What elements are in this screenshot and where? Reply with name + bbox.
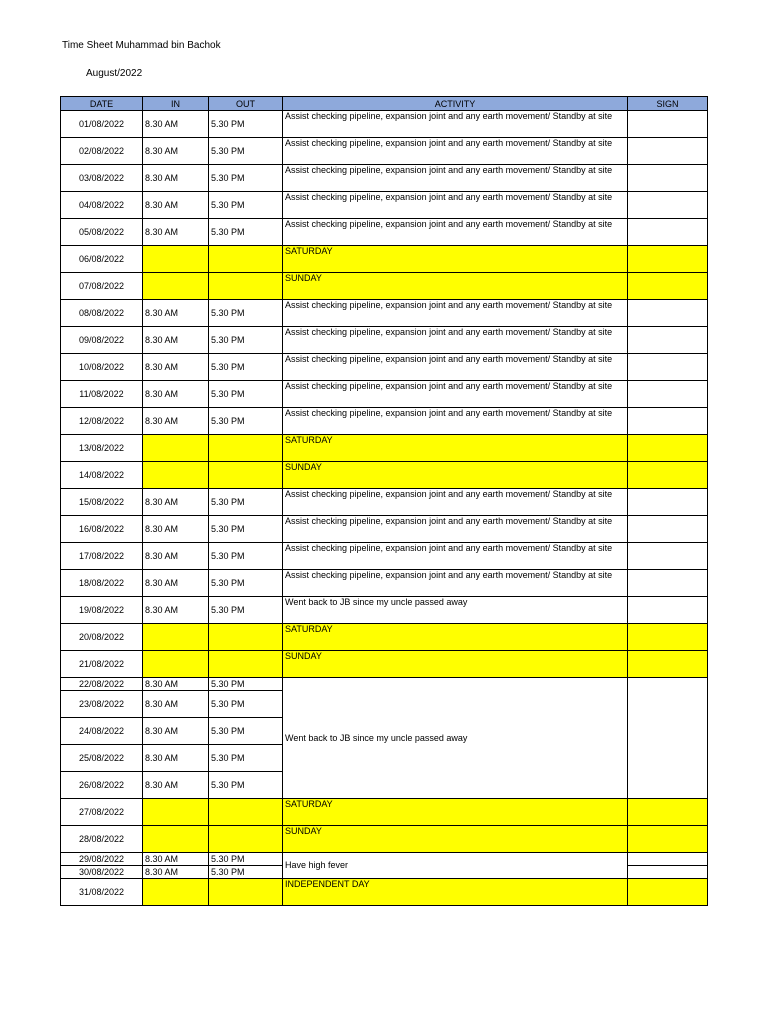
in-cell xyxy=(143,273,209,300)
header-row xyxy=(61,97,708,111)
table-row xyxy=(61,570,708,597)
in-cell: 8.30 AM xyxy=(143,597,209,624)
sign-cell xyxy=(628,489,708,516)
sign-cell xyxy=(628,300,708,327)
sign-cell xyxy=(628,435,708,462)
activity-cell: SUNDAY xyxy=(283,651,628,678)
date-cell: 31/08/2022 xyxy=(61,879,143,906)
sign-cell xyxy=(628,327,708,354)
date-cell: 17/08/2022 xyxy=(61,543,143,570)
in-cell xyxy=(143,624,209,651)
activity-cell: Assist checking pipeline, expansion joint and any earth movement/ Standby at site xyxy=(283,300,628,327)
date-cell: 19/08/2022 xyxy=(61,597,143,624)
out-cell: 5.30 PM xyxy=(209,570,283,597)
date-cell: 06/08/2022 xyxy=(61,246,143,273)
date-cell: 04/08/2022 xyxy=(61,192,143,219)
in-cell xyxy=(143,435,209,462)
out-cell xyxy=(209,826,283,853)
table-row xyxy=(61,111,708,138)
in-cell: 8.30 AM xyxy=(143,192,209,219)
out-cell xyxy=(209,879,283,906)
activity-cell: Assist checking pipeline, expansion joint and any earth movement/ Standby at site xyxy=(283,489,628,516)
in-cell: 8.30 AM xyxy=(143,489,209,516)
col-header-out: OUT xyxy=(209,97,283,111)
out-cell: 5.30 PM xyxy=(209,165,283,192)
in-cell: 8.30 AM xyxy=(143,718,209,745)
out-cell: 5.30 PM xyxy=(209,745,283,772)
table-row xyxy=(61,165,708,192)
out-cell xyxy=(209,624,283,651)
sign-cell xyxy=(628,138,708,165)
in-cell: 8.30 AM xyxy=(143,772,209,799)
date-cell: 22/08/2022 xyxy=(61,678,143,691)
sign-cell xyxy=(628,354,708,381)
activity-cell: Assist checking pipeline, expansion joint and any earth movement/ Standby at site xyxy=(283,111,628,138)
date-cell: 02/08/2022 xyxy=(61,138,143,165)
sign-cell xyxy=(628,570,708,597)
col-header-sign: SIGN xyxy=(628,97,708,111)
activity-cell: Assist checking pipeline, expansion joint and any earth movement/ Standby at site xyxy=(283,138,628,165)
date-cell: 09/08/2022 xyxy=(61,327,143,354)
activity-cell: Assist checking pipeline, expansion joint and any earth movement/ Standby at site xyxy=(283,381,628,408)
table-row xyxy=(61,408,708,435)
in-cell: 8.30 AM xyxy=(143,543,209,570)
table-row xyxy=(61,678,708,691)
out-cell: 5.30 PM xyxy=(209,381,283,408)
date-cell: 24/08/2022 xyxy=(61,718,143,745)
activity-cell-merged: Went back to JB since my uncle passed away xyxy=(283,678,628,799)
in-cell: 8.30 AM xyxy=(143,300,209,327)
activity-cell: Assist checking pipeline, expansion joint and any earth movement/ Standby at site xyxy=(283,354,628,381)
table-row xyxy=(61,138,708,165)
in-cell xyxy=(143,826,209,853)
date-cell: 10/08/2022 xyxy=(61,354,143,381)
activity-cell: SUNDAY xyxy=(283,462,628,489)
date-cell: 26/08/2022 xyxy=(61,772,143,799)
sign-cell xyxy=(628,516,708,543)
timesheet-table xyxy=(60,96,708,906)
activity-cell: SATURDAY xyxy=(283,799,628,826)
table-row xyxy=(61,246,708,273)
out-cell: 5.30 PM xyxy=(209,597,283,624)
date-cell: 05/08/2022 xyxy=(61,219,143,246)
activity-cell: SUNDAY xyxy=(283,826,628,853)
out-cell: 5.30 PM xyxy=(209,354,283,381)
table-row xyxy=(61,543,708,570)
sign-cell xyxy=(628,624,708,651)
date-cell: 12/08/2022 xyxy=(61,408,143,435)
table-row xyxy=(61,273,708,300)
out-cell xyxy=(209,273,283,300)
sign-cell xyxy=(628,192,708,219)
date-cell: 20/08/2022 xyxy=(61,624,143,651)
table-row xyxy=(61,192,708,219)
out-cell: 5.30 PM xyxy=(209,516,283,543)
sign-cell xyxy=(628,246,708,273)
table-row xyxy=(61,826,708,853)
sign-cell xyxy=(628,273,708,300)
table-row xyxy=(61,489,708,516)
date-cell: 07/08/2022 xyxy=(61,273,143,300)
date-cell: 21/08/2022 xyxy=(61,651,143,678)
activity-cell: SATURDAY xyxy=(283,624,628,651)
in-cell xyxy=(143,651,209,678)
activity-cell: Went back to JB since my uncle passed away xyxy=(283,597,628,624)
date-cell: 08/08/2022 xyxy=(61,300,143,327)
in-cell: 8.30 AM xyxy=(143,165,209,192)
out-cell xyxy=(209,462,283,489)
sign-cell xyxy=(628,853,708,866)
activity-cell: Assist checking pipeline, expansion joint and any earth movement/ Standby at site xyxy=(283,543,628,570)
sign-cell xyxy=(628,462,708,489)
table-row xyxy=(61,381,708,408)
activity-cell: INDEPENDENT DAY xyxy=(283,879,628,906)
col-header-activity: ACTIVITY xyxy=(283,97,628,111)
table-row xyxy=(61,597,708,624)
out-cell: 5.30 PM xyxy=(209,489,283,516)
in-cell xyxy=(143,799,209,826)
sign-cell xyxy=(628,879,708,906)
sign-cell xyxy=(628,219,708,246)
in-cell xyxy=(143,462,209,489)
date-cell: 29/08/2022 xyxy=(61,853,143,866)
activity-cell: Assist checking pipeline, expansion joint and any earth movement/ Standby at site xyxy=(283,327,628,354)
activity-cell-merged: Have high fever xyxy=(283,853,628,879)
activity-cell: Assist checking pipeline, expansion joint and any earth movement/ Standby at site xyxy=(283,219,628,246)
sign-cell xyxy=(628,597,708,624)
in-cell: 8.30 AM xyxy=(143,691,209,718)
out-cell: 5.30 PM xyxy=(209,138,283,165)
out-cell: 5.30 PM xyxy=(209,111,283,138)
date-cell: 18/08/2022 xyxy=(61,570,143,597)
sign-cell xyxy=(628,381,708,408)
out-cell: 5.30 PM xyxy=(209,219,283,246)
date-cell: 11/08/2022 xyxy=(61,381,143,408)
date-cell: 13/08/2022 xyxy=(61,435,143,462)
table-row xyxy=(61,219,708,246)
col-header-date: DATE xyxy=(61,97,143,111)
activity-cell: Assist checking pipeline, expansion joint and any earth movement/ Standby at site xyxy=(283,570,628,597)
table-row xyxy=(61,327,708,354)
table-row xyxy=(61,300,708,327)
timesheet-title: Time Sheet Muhammad bin Bachok xyxy=(62,40,221,51)
sign-cell xyxy=(628,866,708,879)
in-cell: 8.30 AM xyxy=(143,408,209,435)
table-row xyxy=(61,516,708,543)
table-row xyxy=(61,354,708,381)
sign-cell xyxy=(628,543,708,570)
date-cell: 14/08/2022 xyxy=(61,462,143,489)
in-cell: 8.30 AM xyxy=(143,111,209,138)
in-cell: 8.30 AM xyxy=(143,381,209,408)
in-cell xyxy=(143,246,209,273)
timesheet-month: August/2022 xyxy=(86,68,143,79)
date-cell: 30/08/2022 xyxy=(61,866,143,879)
date-cell: 23/08/2022 xyxy=(61,691,143,718)
out-cell: 5.30 PM xyxy=(209,192,283,219)
sign-cell xyxy=(628,408,708,435)
in-cell: 8.30 AM xyxy=(143,678,209,691)
in-cell: 8.30 AM xyxy=(143,516,209,543)
date-cell: 27/08/2022 xyxy=(61,799,143,826)
date-cell: 28/08/2022 xyxy=(61,826,143,853)
sign-cell-merged xyxy=(628,678,708,799)
out-cell: 5.30 PM xyxy=(209,543,283,570)
out-cell: 5.30 PM xyxy=(209,718,283,745)
table-row xyxy=(61,879,708,906)
in-cell: 8.30 AM xyxy=(143,853,209,866)
activity-cell: Assist checking pipeline, expansion joint and any earth movement/ Standby at site xyxy=(283,165,628,192)
col-header-in: IN xyxy=(143,97,209,111)
activity-cell: SATURDAY xyxy=(283,246,628,273)
table-row xyxy=(61,462,708,489)
in-cell xyxy=(143,879,209,906)
date-cell: 03/08/2022 xyxy=(61,165,143,192)
in-cell: 8.30 AM xyxy=(143,138,209,165)
in-cell: 8.30 AM xyxy=(143,745,209,772)
table-row xyxy=(61,853,708,866)
sign-cell xyxy=(628,651,708,678)
table-row xyxy=(61,624,708,651)
date-cell: 01/08/2022 xyxy=(61,111,143,138)
activity-cell: SUNDAY xyxy=(283,273,628,300)
sign-cell xyxy=(628,799,708,826)
out-cell xyxy=(209,651,283,678)
out-cell: 5.30 PM xyxy=(209,327,283,354)
out-cell xyxy=(209,799,283,826)
out-cell: 5.30 PM xyxy=(209,678,283,691)
out-cell: 5.30 PM xyxy=(209,300,283,327)
date-cell: 16/08/2022 xyxy=(61,516,143,543)
table-row xyxy=(61,651,708,678)
out-cell xyxy=(209,435,283,462)
out-cell: 5.30 PM xyxy=(209,691,283,718)
activity-cell: Assist checking pipeline, expansion joint and any earth movement/ Standby at site xyxy=(283,408,628,435)
table-row xyxy=(61,435,708,462)
activity-cell: Assist checking pipeline, expansion joint and any earth movement/ Standby at site xyxy=(283,516,628,543)
out-cell: 5.30 PM xyxy=(209,408,283,435)
activity-cell: SATURDAY xyxy=(283,435,628,462)
activity-cell: Assist checking pipeline, expansion joint and any earth movement/ Standby at site xyxy=(283,192,628,219)
sign-cell xyxy=(628,826,708,853)
out-cell: 5.30 PM xyxy=(209,853,283,866)
in-cell: 8.30 AM xyxy=(143,866,209,879)
date-cell: 25/08/2022 xyxy=(61,745,143,772)
in-cell: 8.30 AM xyxy=(143,219,209,246)
table-row xyxy=(61,799,708,826)
in-cell: 8.30 AM xyxy=(143,354,209,381)
out-cell xyxy=(209,246,283,273)
out-cell: 5.30 PM xyxy=(209,772,283,799)
out-cell: 5.30 PM xyxy=(209,866,283,879)
date-cell: 15/08/2022 xyxy=(61,489,143,516)
in-cell: 8.30 AM xyxy=(143,327,209,354)
in-cell: 8.30 AM xyxy=(143,570,209,597)
sign-cell xyxy=(628,165,708,192)
sign-cell xyxy=(628,111,708,138)
